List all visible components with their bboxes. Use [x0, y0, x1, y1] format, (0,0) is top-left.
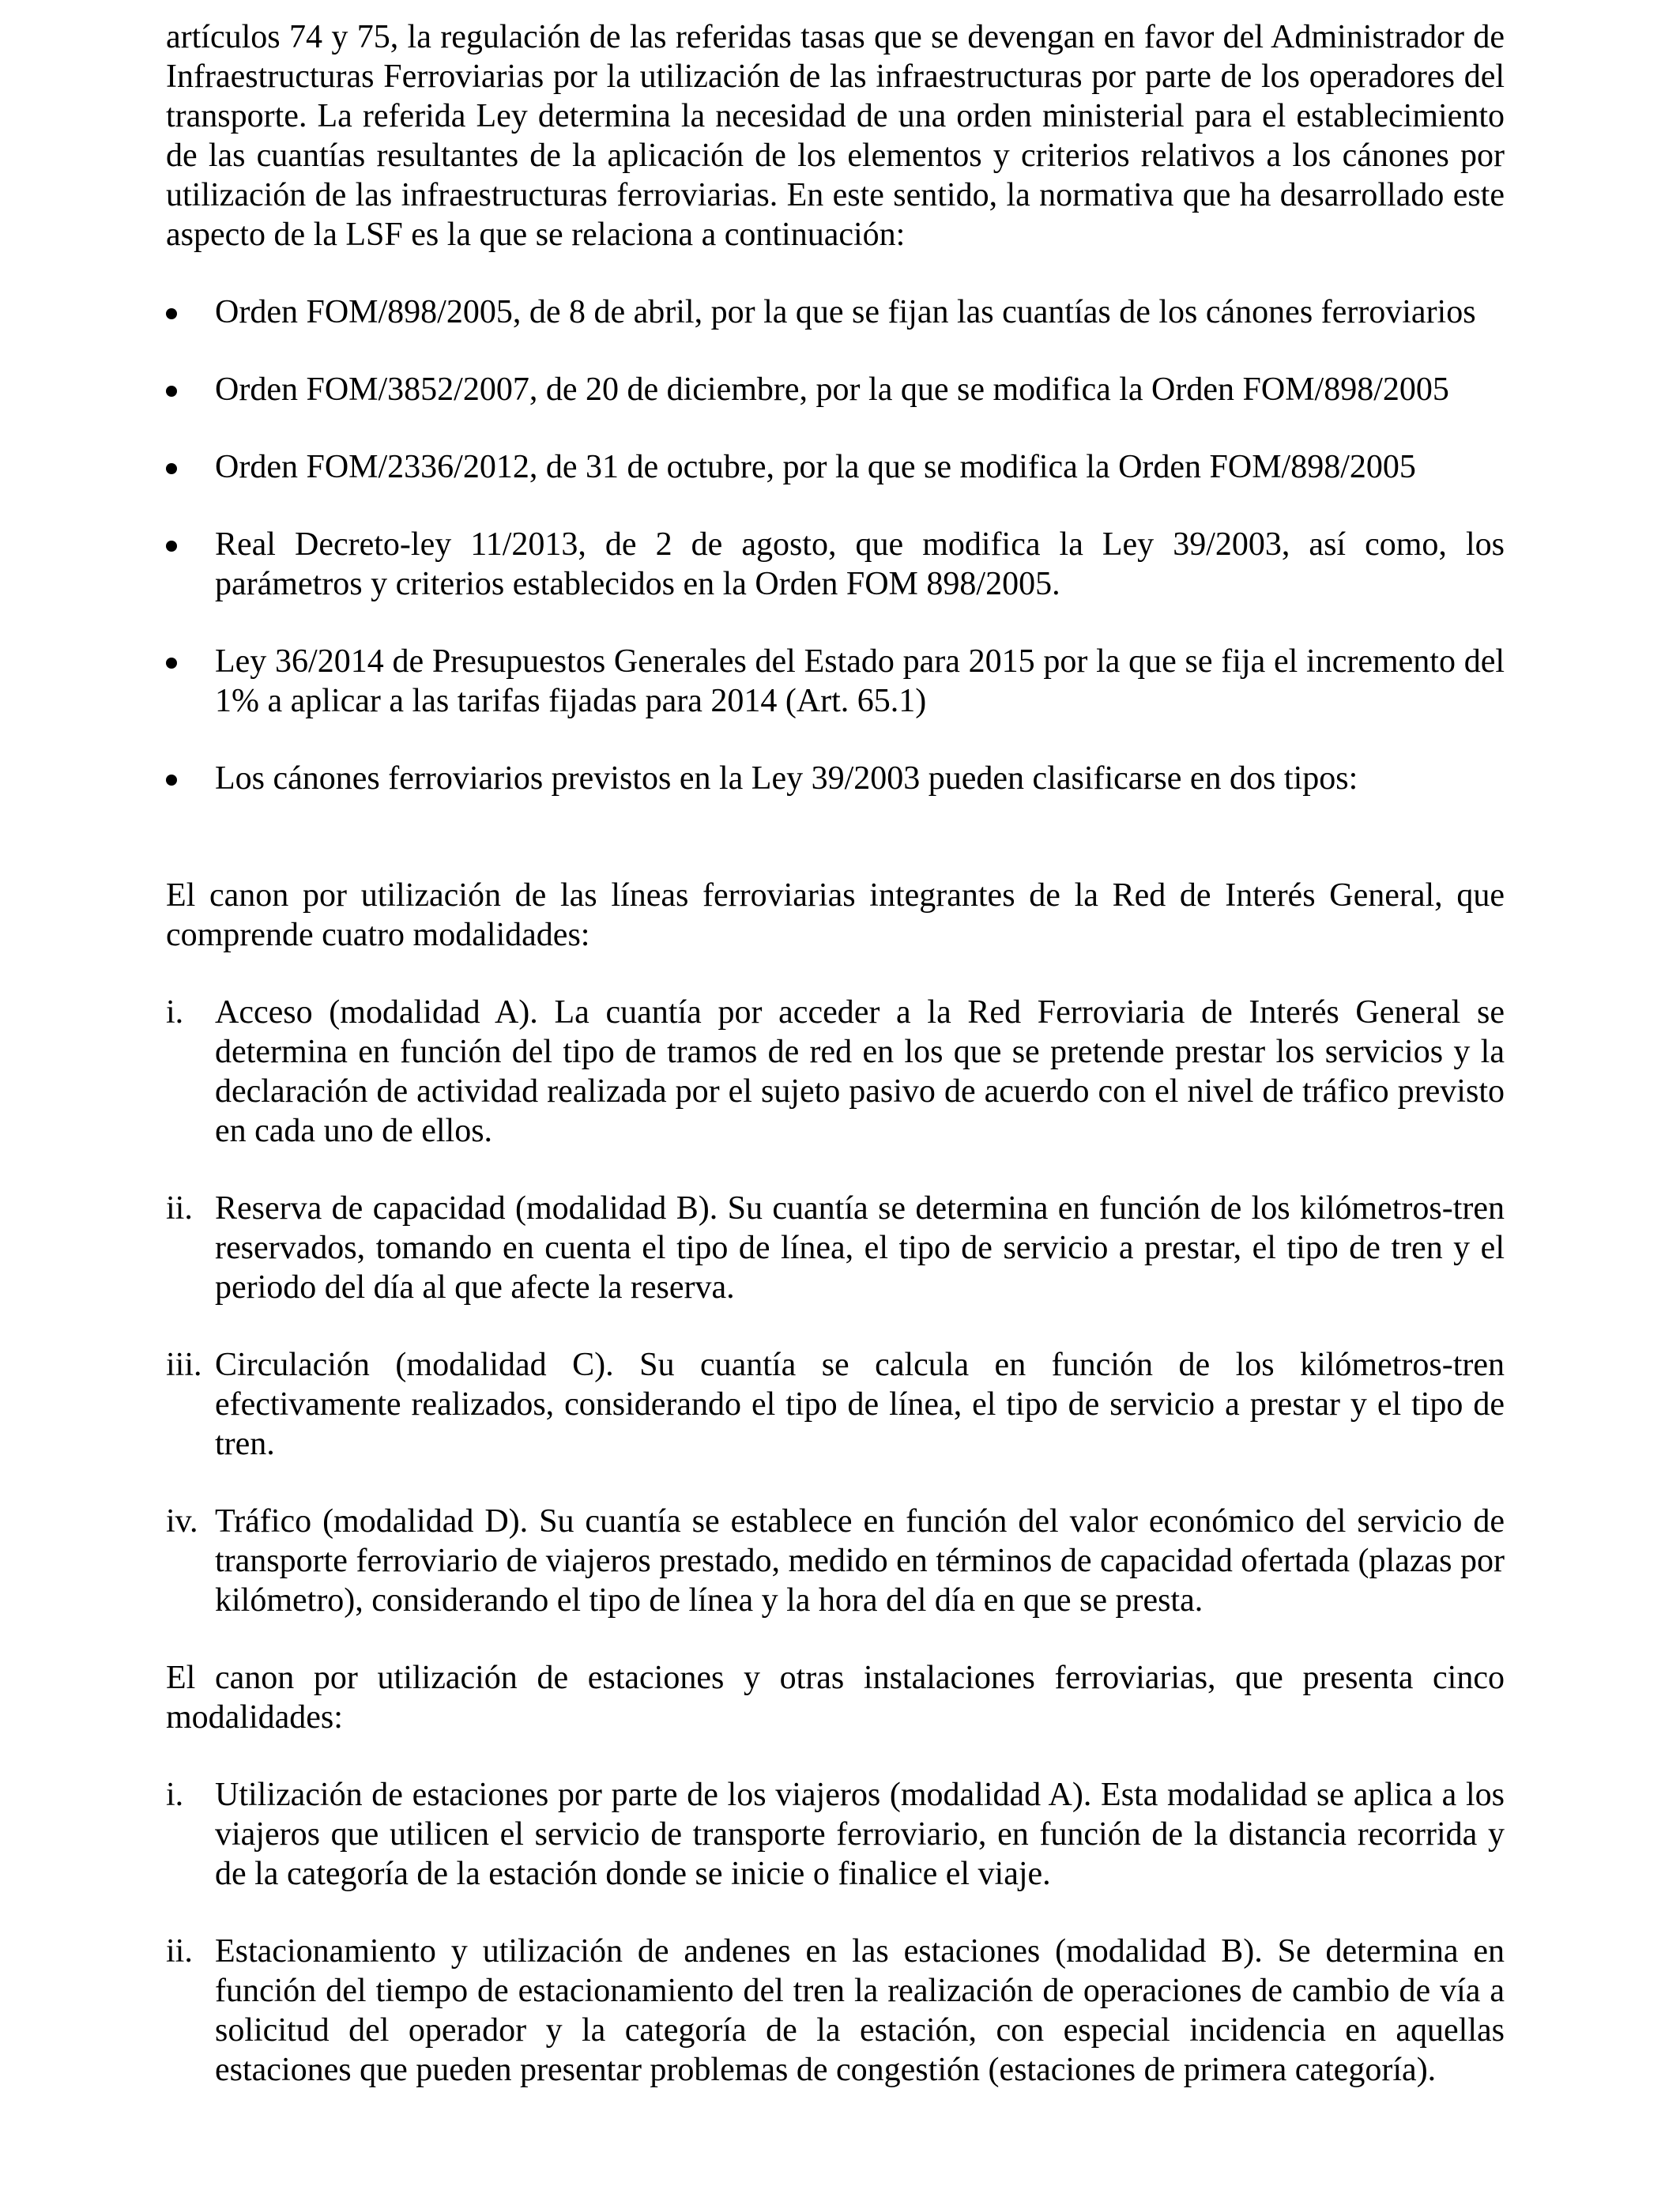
regulation-list — [166, 292, 1505, 798]
bullet-icon — [166, 463, 177, 474]
enum-item-text: Reserva de capacidad (modalidad B). Su cuantía se determina en función de los kilómetros-tren reservados, tomando en cuenta el tipo de línea, el tipo de servicio a prestar, el tipo de tren y el periodo del día al que afecte la reserva. — [215, 1190, 1505, 1306]
list-item — [166, 447, 1505, 487]
bullet-icon — [166, 658, 177, 669]
bullet-icon — [166, 541, 177, 552]
bullet-icon — [166, 775, 177, 786]
enum-item — [166, 1932, 1505, 2090]
section-lineas-heading: El canon por utilización de las líneas ferroviarias integrantes de la Red de Interés General, que comprende cuatro modalidades: — [166, 877, 1505, 953]
list-item — [166, 525, 1505, 604]
enum-item — [166, 993, 1505, 1151]
enum-marker: ii. — [166, 1190, 193, 1227]
enum-marker: ii. — [166, 1933, 193, 1970]
section-estaciones-heading: El canon por utilización de estaciones y otras instalaciones ferroviarias, que presenta cinco modalidades: — [166, 1660, 1505, 1736]
list-item — [166, 292, 1505, 332]
bullet-icon — [166, 308, 177, 319]
enum-marker: iv. — [166, 1503, 198, 1540]
list-item-text: Orden FOM/898/2005, de 8 de abril, por la que se fijan las cuantías de los cánones ferroviarios — [215, 294, 1476, 330]
list-item-text: Los cánones ferroviarios previstos en la Ley 39/2003 pueden clasificarse en dos tipos: — [215, 760, 1358, 797]
document-page — [166, 17, 1505, 2128]
enum-item — [166, 1189, 1505, 1307]
list-item — [166, 642, 1505, 721]
section-lineas-list — [166, 993, 1505, 1620]
enum-item-text: Utilización de estaciones por parte de los viajeros (modalidad A). Esta modalidad se aplica a los viajeros que utilicen el servicio de transporte ferroviario, en función de la distancia recorrida y de la categoría de la estación donde se inicie o finalice el viaje. — [215, 1777, 1505, 1892]
enum-item — [166, 1502, 1505, 1620]
list-item — [166, 759, 1505, 798]
intro-paragraph: artículos 74 y 75, la regulación de las referidas tasas que se devengan en favor del Administrador de Infraestructuras Ferroviarias por la utilización de las infraestructuras por parte de los operadores del transporte. La referida Ley determina la necesidad de una orden ministerial para el establecimiento de las cuantías resultantes de la aplicación de los elementos y criterios relativos a los cánones por utilización de las infraestructuras ferroviarias. En este sentido, la normativa que ha desarrollado este aspecto de la LSF es la que se relaciona a continuación: — [166, 19, 1505, 253]
enum-marker: i. — [166, 1777, 184, 1813]
enum-marker: i. — [166, 994, 184, 1031]
list-item — [166, 370, 1505, 409]
bullet-icon — [166, 386, 177, 397]
enum-marker: iii. — [166, 1347, 202, 1383]
enum-item-text: Acceso (modalidad A). La cuantía por acceder a la Red Ferroviaria de Interés General se determina en función del tipo de tramos de red en los que se pretende prestar los servicios y la declaración de actividad realizada por el sujeto pasivo de acuerdo con el nivel de tráfico previsto en cada uno de ellos. — [215, 994, 1505, 1149]
list-item-text: Ley 36/2014 de Presupuestos Generales del Estado para 2015 por la que se fija el incremento del 1% a aplicar a las tarifas fijadas para 2014 (Art. 65.1) — [215, 643, 1505, 719]
enum-item-text: Tráfico (modalidad D). Su cuantía se establece en función del valor económico del servicio de transporte ferroviario de viajeros prestado, medido en términos de capacidad ofertada (plazas por kilómetro), considerando el tipo de línea y la hora del día en que se presta. — [215, 1503, 1505, 1619]
enum-item — [166, 1345, 1505, 1464]
list-item-text: Orden FOM/2336/2012, de 31 de octubre, por la que se modifica la Orden FOM/898/2005 — [215, 449, 1416, 485]
enum-item — [166, 1775, 1505, 1894]
list-item-text: Real Decreto-ley 11/2013, de 2 de agosto, que modifica la Ley 39/2003, así como, los parámetros y criterios establecidos en la Orden FOM 898/2005. — [215, 526, 1505, 602]
enum-item-text: Estacionamiento y utilización de andenes en las estaciones (modalidad B). Se determina en función del tiempo de estacionamiento del tren la realización de operaciones de cambio de vía a solicitud del operador y la categoría de la estación, con especial incidencia en aquellas estaciones que pueden presentar problemas de congestión (estaciones de primera categoría). — [215, 1933, 1505, 2088]
section-estaciones-list — [166, 1775, 1505, 2090]
list-item-text: Orden FOM/3852/2007, de 20 de diciembre, por la que se modifica la Orden FOM/898/2005 — [215, 371, 1449, 408]
enum-item-text: Circulación (modalidad C). Su cuantía se calcula en función de los kilómetros-tren efectivamente realizados, considerando el tipo de línea, el tipo de servicio a prestar y el tipo de tren. — [215, 1347, 1505, 1462]
